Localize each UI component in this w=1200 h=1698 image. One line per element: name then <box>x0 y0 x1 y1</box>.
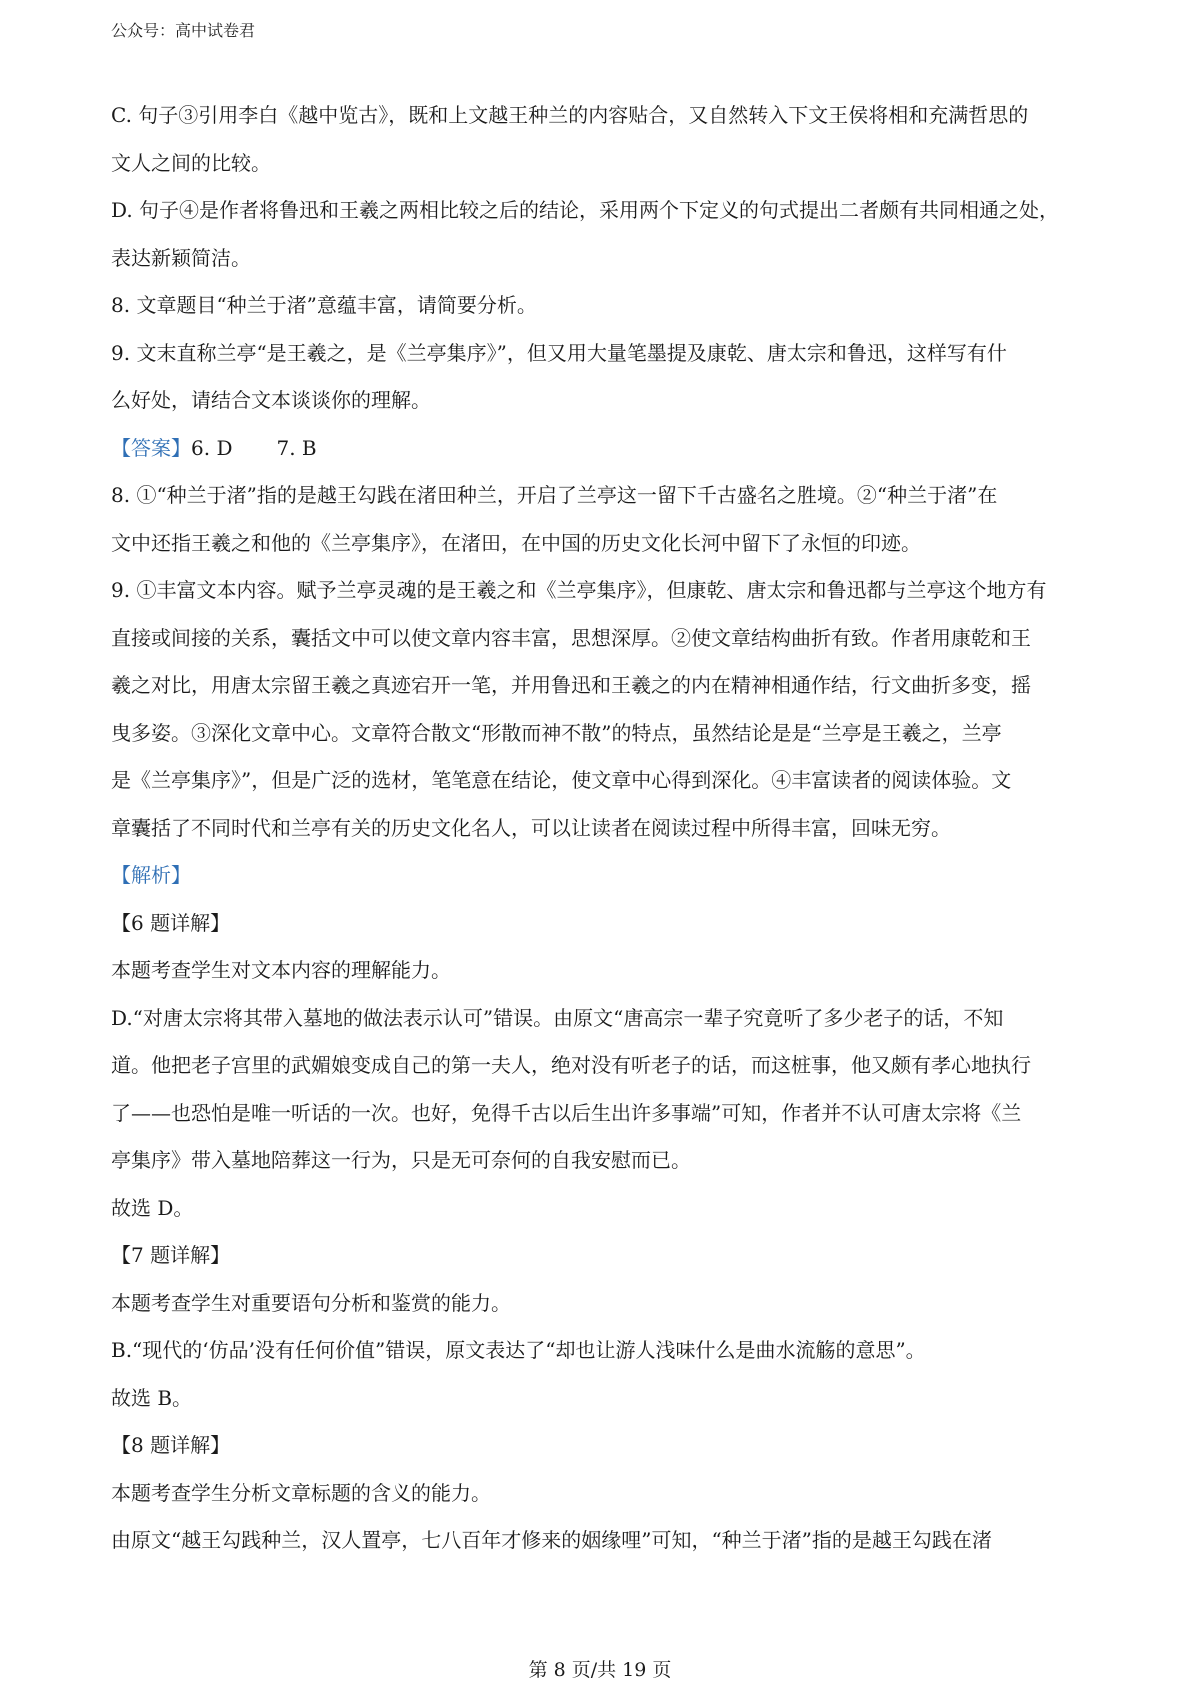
text-line: 由原文“越王勾践种兰，汉人置亭，七八百年才修来的姻缘哩”可知，“种兰于渚”指的是越王勾践在渚 <box>111 1528 992 1552</box>
answer-q7: 7. B <box>276 435 317 460</box>
text-line: 表达新颖简洁。 <box>111 245 251 270</box>
text-line: C. 句子③引用李白《越中览古》，既和上文越王种兰的内容贴合，又自然转入下文王侯将相和充满哲思的 <box>111 103 1029 127</box>
document-body <box>111 92 1101 1565</box>
analysis-label: 【解析】 <box>111 863 191 887</box>
text-line: 本题考查学生对文本内容的理解能力。 <box>111 958 451 982</box>
text-line: 羲之对比，用唐太宗留王羲之真迹宕开一笔，并用鲁迅和王羲之的内在精神相通作结，行文曲折多变，摇 <box>111 673 1031 697</box>
text-line: D. 句子④是作者将鲁迅和王羲之两相比较之后的结论，采用两个下定义的句式提出二者颇有共同相通之处， <box>111 198 1060 222</box>
page-footer: 第 8 页/共 19 页 <box>528 1659 672 1681</box>
analysis-line <box>111 852 1101 900</box>
text-line: B.“现代的‘仿品’没有任何价值”错误，原文表达了“却也让游人浅味什么是曲水流觞的意思”。 <box>111 1338 926 1362</box>
text-line: 故选 D。 <box>111 1195 194 1220</box>
answer-label: 【答案】 <box>111 435 191 460</box>
text-line: 道。他把老子宫里的武媚娘变成自己的第一夫人，绝对没有听老子的话，而这桩事，他又颇有孝心地执行 <box>111 1053 1031 1077</box>
text-line: 了——也恐怕是唯一听话的一次。也好，免得千古以后生出许多事端”可知，作者并不认可唐太宗将《兰 <box>111 1100 1022 1125</box>
text-line: 亭集序》带入墓地陪葬这一行为，只是无可奈何的自我安慰而已。 <box>111 1148 691 1172</box>
text-line: 文人之间的比较。 <box>111 150 271 175</box>
text-line: 本题考查学生分析文章标题的含义的能力。 <box>111 1480 491 1505</box>
text-line: 曳多姿。③深化文章中心。文章符合散文“形散而神不散”的特点，虽然结论是是“兰亭是王羲之，兰亭 <box>111 720 1002 745</box>
text-line: 章囊括了不同时代和兰亭有关的历史文化名人，可以让读者在阅读过程中所得丰富，回味无穷。 <box>111 815 951 840</box>
answer-q6: 6. D <box>191 435 233 460</box>
page-header: 公众号：高中试卷君 <box>111 21 256 40</box>
text-line: 直接或间接的关系，囊括文中可以使文章内容丰富，思想深厚。②使文章结构曲折有致。作者用康乾和王 <box>111 625 1031 650</box>
detail-heading-8: 【8 题详解】 <box>111 1433 231 1457</box>
answer-8-line: 8. ①“种兰于渚”指的是越王勾践在渚田种兰，开启了兰亭这一留下千古盛名之胜境。②“种兰于渚”在 <box>111 483 998 507</box>
detail-heading-6: 【6 题详解】 <box>111 910 231 935</box>
text-line: 么好处，请结合文本谈谈你的理解。 <box>111 388 431 412</box>
answer-line <box>111 425 1101 473</box>
text-line: 是《兰亭集序》”，但是广泛的选材，笔笔意在结论，使文章中心得到深化。④丰富读者的阅读体验。文 <box>111 768 1012 792</box>
answer-9-line: 9. ①丰富文本内容。赋予兰亭灵魂的是王羲之和《兰亭集序》，但康乾、唐太宗和鲁迅都与兰亭这个地方有 <box>111 578 1047 602</box>
question-9: 9. 文末直称兰亭“是王羲之，是《兰亭集序》”，但又用大量笔墨提及康乾、唐太宗和鲁迅，这样写有什 <box>111 340 1007 365</box>
text-line: 本题考查学生对重要语句分析和鉴赏的能力。 <box>111 1290 511 1315</box>
text-line: 故选 B。 <box>111 1385 193 1410</box>
text-line: 文中还指王羲之和他的《兰亭集序》，在渚田，在中国的历史文化长河中留下了永恒的印迹。 <box>111 530 921 555</box>
detail-heading-7: 【7 题详解】 <box>111 1243 231 1267</box>
text-line: D.“对唐太宗将其带入墓地的做法表示认可”错误。由原文“唐高宗一辈子究竟听了多少老子的话，不知 <box>111 1005 1004 1030</box>
question-8: 8. 文章题目“种兰于渚”意蕴丰富，请简要分析。 <box>111 293 537 317</box>
